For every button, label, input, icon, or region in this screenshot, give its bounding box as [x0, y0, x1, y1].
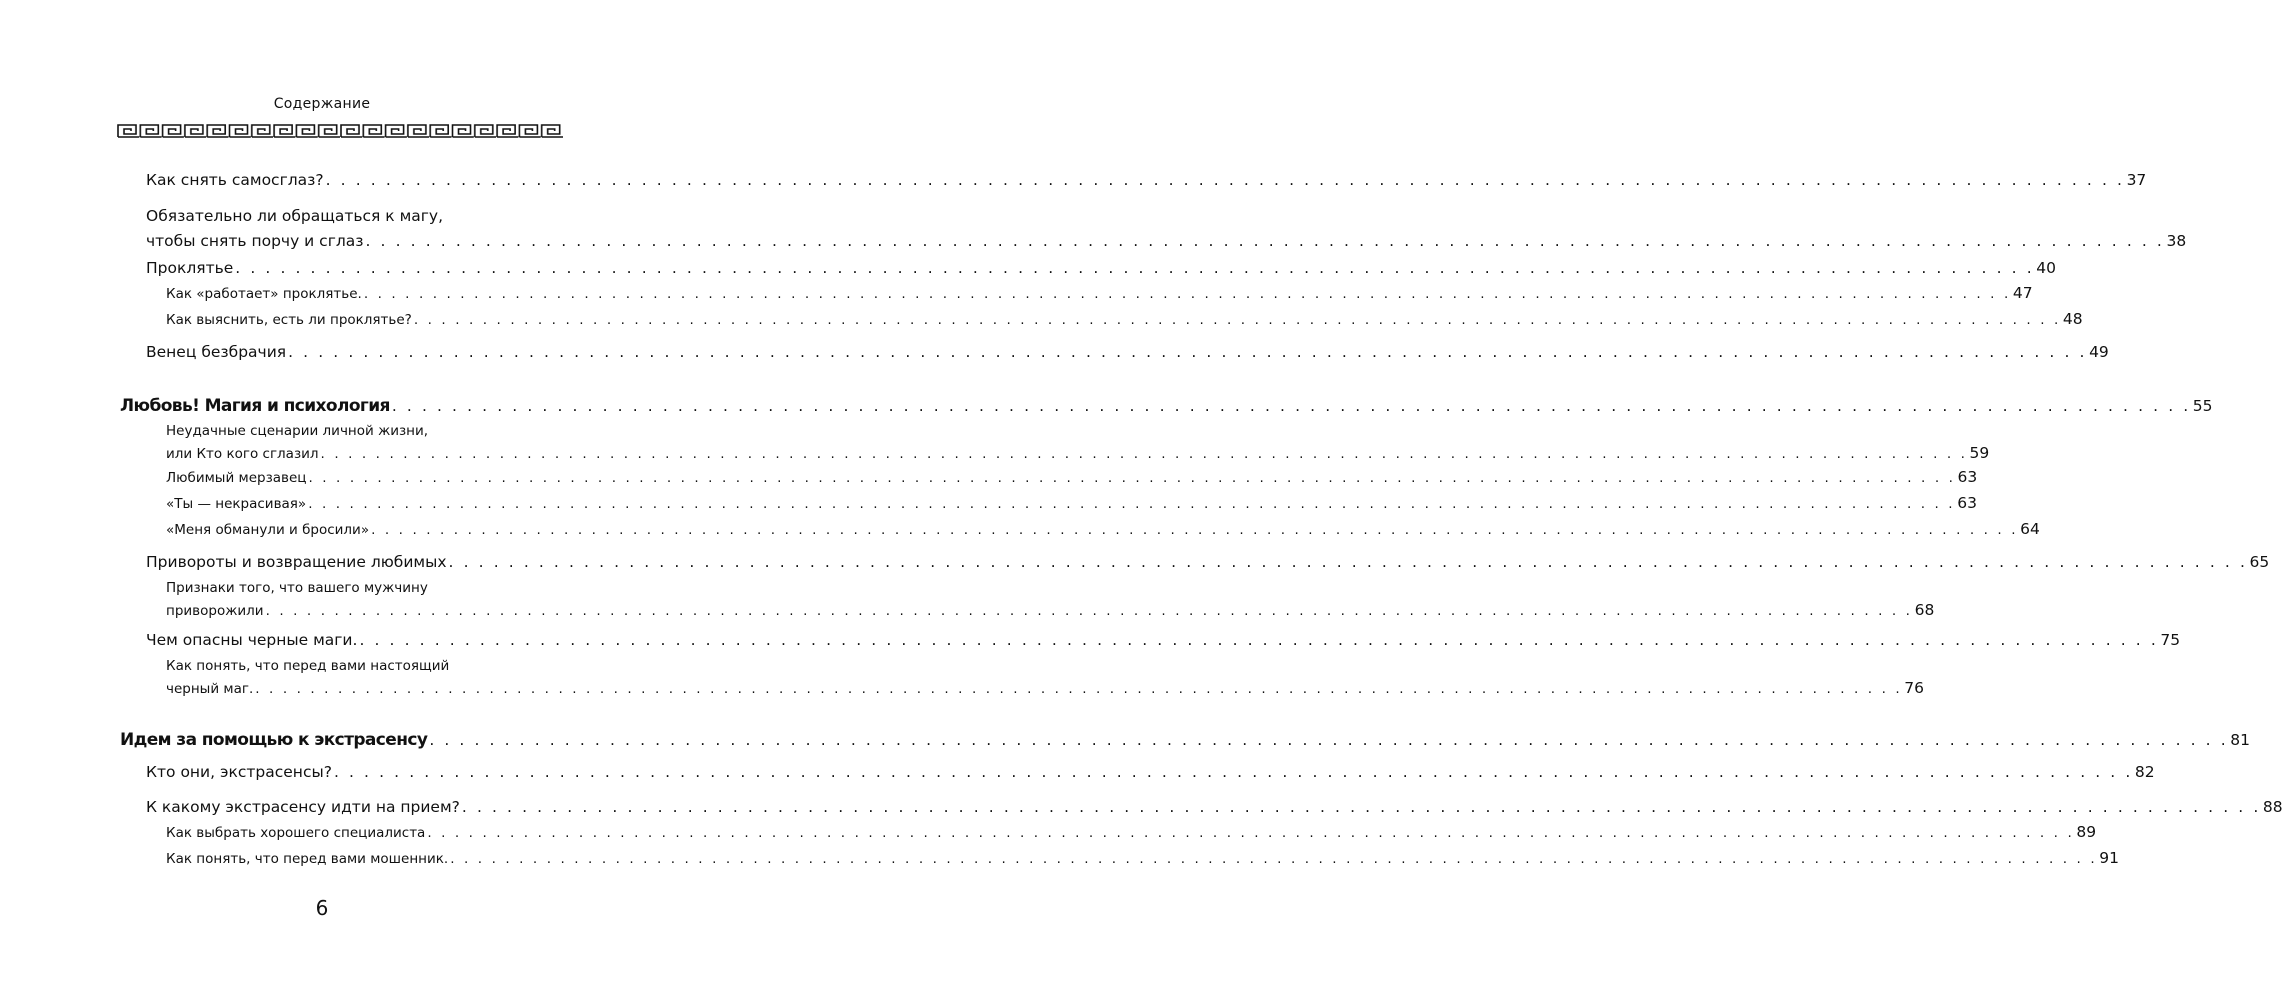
toc-entry-title: Любимый мерзавец [166, 470, 307, 486]
toc-entry-title: Привороты и возвращение любимых [146, 553, 447, 571]
toc-page-number: 81 [2230, 731, 2250, 749]
toc-page-number: 38 [2166, 232, 2187, 250]
toc-entry-title: Венец безбрачия [146, 343, 287, 361]
page-number: 6 [315, 896, 329, 920]
dot-leader: . . . . . . . . . . . . . . . . . . . . . . . . . . . . . . . . . . . . . . . . . . . . . . . . . . . . . . . . . . . . . . . . . . . . . . . . . . . . . . . . . . . . . . . . . . . . . . . . . . . . . . . . . . . . . . . . . . . . . . . . [288, 343, 2088, 361]
toc-entry-title: Как выбрать хорошего специалиста [166, 825, 426, 841]
toc-subentry [166, 282, 2033, 305]
toc-entry [146, 628, 2181, 653]
toc-page-number: 88 [2262, 798, 2283, 816]
toc-entry-title: «Ты — некрасивая» [166, 496, 307, 512]
toc-entry-title: Любовь! Магия и психология [120, 396, 390, 416]
running-head: Содержание [273, 96, 371, 112]
toc-entry-title: Как понять, что перед вами мошенник. [166, 851, 449, 867]
toc-entry [146, 340, 2109, 365]
toc-page-number: 49 [2089, 343, 2109, 361]
toc-subentry [166, 420, 1990, 465]
toc-entry [146, 256, 2056, 281]
toc-page-number: 68 [1914, 601, 1935, 619]
toc-page-number: 89 [2076, 823, 2097, 841]
toc-entry [146, 550, 2270, 575]
toc-subentry [166, 308, 2083, 331]
toc-subentry [166, 821, 2097, 844]
dot-leader: . . . . . . . . . . . . . . . . . . . . . . . . . . . . . . . . . . . . . . . . . . . . . . . . . . . . . . . . . . . . . . . . . . . . . . . . . . . . . . . . . . . . . . . . . . . . . . . . . . . . . . . . . . . . . . . . . . . . . . . . [320, 446, 1968, 462]
toc-entry-title: Как снять самосглаз? [146, 171, 324, 189]
toc-page-number: 59 [1969, 444, 1990, 462]
toc-entry-title: Проклятье [146, 259, 234, 277]
toc-entry-title: или Кто кого сглазил [166, 446, 319, 462]
toc-subentry [166, 655, 1924, 700]
toc-page-number: 48 [2062, 310, 2083, 328]
toc-entry-title: Обязательно ли обращаться к магу, [146, 207, 444, 225]
toc-page-number: 63 [1957, 468, 1978, 486]
toc-subentry [166, 577, 1935, 622]
toc-page-number: 91 [2099, 849, 2119, 867]
toc-page-number: 47 [2012, 284, 2033, 302]
dot-leader: . . . . . . . . . . . . . . . . . . . . . . . . . . . . . . . . . . . . . . . . . . . . . . . . . . . . . . . . . . . . . . . . . . . . . . . . . . . . . . . . . . . . . . . . . . . . . . . . . . . . . . . . . . . . . . . . . . . . . . . . [325, 171, 2125, 189]
toc-page-number: 75 [2160, 631, 2181, 649]
dot-leader: . . . . . . . . . . . . . . . . . . . . . . . . . . . . . . . . . . . . . . . . . . . . . . . . . . . . . . . . . . . . . . . . . . . . . . . . . . . . . . . . . . . . . . . . . . . . . . . . . . . . . . . . . . . . . . . . . . . . . . . . [255, 681, 1903, 697]
toc-page-number: 65 [2249, 553, 2270, 571]
dot-leader: . . . . . . . . . . . . . . . . . . . . . . . . . . . . . . . . . . . . . . . . . . . . . . . . . . . . . . . . . . . . . . . . . . . . . . . . . . . . . . . . . . . . . . . . . . . . . . . . . . . . . . . . . . . . . . . . . . . . . . . . [371, 522, 2019, 538]
toc-entry-title: Как понять, что перед вами настоящий [166, 658, 450, 674]
dot-leader: . . . . . . . . . . . . . . . . . . . . . . . . . . . . . . . . . . . . . . . . . . . . . . . . . . . . . . . . . . . . . . . . . . . . . . . . . . . . . . . . . . . . . . . . . . . . . . . . . . . . . . . . . . . . . . . . . . . . . . . . [363, 286, 2011, 302]
toc-entry-title: черный маг. [166, 681, 254, 697]
toc-entry-title: Признаки того, что вашего мужчину [166, 580, 428, 596]
toc-page-number: 82 [2134, 763, 2155, 781]
toc-chapter [120, 728, 2250, 753]
toc-page-number: 55 [2192, 397, 2213, 415]
dot-leader: . . . . . . . . . . . . . . . . . . . . . . . . . . . . . . . . . . . . . . . . . . . . . . . . . . . . . . . . . . . . . . . . . . . . . . . . . . . . . . . . . . . . . . . . . . . . . . . . . . . . . . . . . . . . . . . . . . . . . . . . [365, 232, 2165, 250]
toc-page-number: 37 [2126, 171, 2147, 189]
toc-entry-title: Кто они, экстрасенсы? [146, 763, 332, 781]
dot-leader: . . . . . . . . . . . . . . . . . . . . . . . . . . . . . . . . . . . . . . . . . . . . . . . . . . . . . . . . . . . . . . . . . . . . . . . . . . . . . . . . . . . . . . . . . . . . . . . . . . . . . . . . . . . . . . . . . . . . . . . . [265, 603, 1913, 619]
toc-subentry [166, 466, 1978, 489]
dot-leader: . . . . . . . . . . . . . . . . . . . . . . . . . . . . . . . . . . . . . . . . . . . . . . . . . . . . . . . . . . . . . . . . . . . . . . . . . . . . . . . . . . . . . . . . . . . . . . . . . . . . . . . . . . . . . . . . . . . . . . . . [308, 470, 1956, 486]
toc-entry [146, 204, 2187, 254]
toc-entry [146, 760, 2155, 785]
toc-entry-title: Как «работает» проклятье. [166, 286, 362, 302]
dot-leader: . . . . . . . . . . . . . . . . . . . . . . . . . . . . . . . . . . . . . . . . . . . . . . . . . . . . . . . . . . . . . . . . . . . . . . . . . . . . . . . . . . . . . . . . . . . . . . . . . . . . . . . . . . . . . . . . . . . . . . . . [359, 631, 2159, 649]
toc-page-number: 64 [2020, 520, 2040, 538]
toc-entry-title: чтобы снять порчу и сглаз [146, 232, 364, 250]
toc-entry-title: Идем за помощью к экстрасенсу [120, 730, 428, 750]
toc-entry-title: приворожили [166, 603, 264, 619]
toc-entry-title: Неудачные сценарии личной жизни, [166, 423, 429, 439]
dot-leader: . . . . . . . . . . . . . . . . . . . . . . . . . . . . . . . . . . . . . . . . . . . . . . . . . . . . . . . . . . . . . . . . . . . . . . . . . . . . . . . . . . . . . . . . . . . . . . . . . . . . . . . . . . . . . . . . . . . . . . . . [308, 496, 1956, 512]
dot-leader: . . . . . . . . . . . . . . . . . . . . . . . . . . . . . . . . . . . . . . . . . . . . . . . . . . . . . . . . . . . . . . . . . . . . . . . . . . . . . . . . . . . . . . . . . . . . . . . . . . . . . . . . . . . . . . . . . . . . . . . . [391, 397, 2191, 415]
toc-subentry [166, 492, 1977, 515]
dot-leader: . . . . . . . . . . . . . . . . . . . . . . . . . . . . . . . . . . . . . . . . . . . . . . . . . . . . . . . . . . . . . . . . . . . . . . . . . . . . . . . . . . . . . . . . . . . . . . . . . . . . . . . . . . . . . . . . . . . . . . . . [429, 731, 2229, 749]
toc-entry-title: «Меня обманули и бросили» [166, 522, 370, 538]
dot-leader: . . . . . . . . . . . . . . . . . . . . . . . . . . . . . . . . . . . . . . . . . . . . . . . . . . . . . . . . . . . . . . . . . . . . . . . . . . . . . . . . . . . . . . . . . . . . . . . . . . . . . . . . . . . . . . . . . . . . . . . . [448, 553, 2248, 571]
toc-entry-title: Чем опасны черные маги. [146, 631, 358, 649]
toc-chapter [120, 394, 2213, 419]
dot-leader: . . . . . . . . . . . . . . . . . . . . . . . . . . . . . . . . . . . . . . . . . . . . . . . . . . . . . . . . . . . . . . . . . . . . . . . . . . . . . . . . . . . . . . . . . . . . . . . . . . . . . . . . . . . . . . . . . . . . . . . . [461, 798, 2261, 816]
toc-page-number: 63 [1957, 494, 1977, 512]
toc-subentry [166, 847, 2119, 870]
toc-entry [146, 168, 2147, 193]
toc-page-number: 40 [2036, 259, 2056, 277]
dot-leader: . . . . . . . . . . . . . . . . . . . . . . . . . . . . . . . . . . . . . . . . . . . . . . . . . . . . . . . . . . . . . . . . . . . . . . . . . . . . . . . . . . . . . . . . . . . . . . . . . . . . . . . . . . . . . . . . . . . . . . . . [450, 851, 2098, 867]
toc-subentry [166, 518, 2040, 541]
toc-entry [146, 795, 2283, 820]
dot-leader: . . . . . . . . . . . . . . . . . . . . . . . . . . . . . . . . . . . . . . . . . . . . . . . . . . . . . . . . . . . . . . . . . . . . . . . . . . . . . . . . . . . . . . . . . . . . . . . . . . . . . . . . . . . . . . . . . . . . . . . . [427, 825, 2075, 841]
dot-leader: . . . . . . . . . . . . . . . . . . . . . . . . . . . . . . . . . . . . . . . . . . . . . . . . . . . . . . . . . . . . . . . . . . . . . . . . . . . . . . . . . . . . . . . . . . . . . . . . . . . . . . . . . . . . . . . . . . . . . . . . [333, 763, 2133, 781]
toc-entry-title: К какому экстрасенсу идти на прием? [146, 798, 460, 816]
dot-leader: . . . . . . . . . . . . . . . . . . . . . . . . . . . . . . . . . . . . . . . . . . . . . . . . . . . . . . . . . . . . . . . . . . . . . . . . . . . . . . . . . . . . . . . . . . . . . . . . . . . . . . . . . . . . . . . . . . . . . . . . [413, 312, 2061, 328]
toc-entry-title: Как выяснить, есть ли проклятье? [166, 312, 412, 328]
toc-page-number: 76 [1904, 679, 1924, 697]
dot-leader: . . . . . . . . . . . . . . . . . . . . . . . . . . . . . . . . . . . . . . . . . . . . . . . . . . . . . . . . . . . . . . . . . . . . . . . . . . . . . . . . . . . . . . . . . . . . . . . . . . . . . . . . . . . . . . . . . . . . . . . . [235, 259, 2035, 277]
